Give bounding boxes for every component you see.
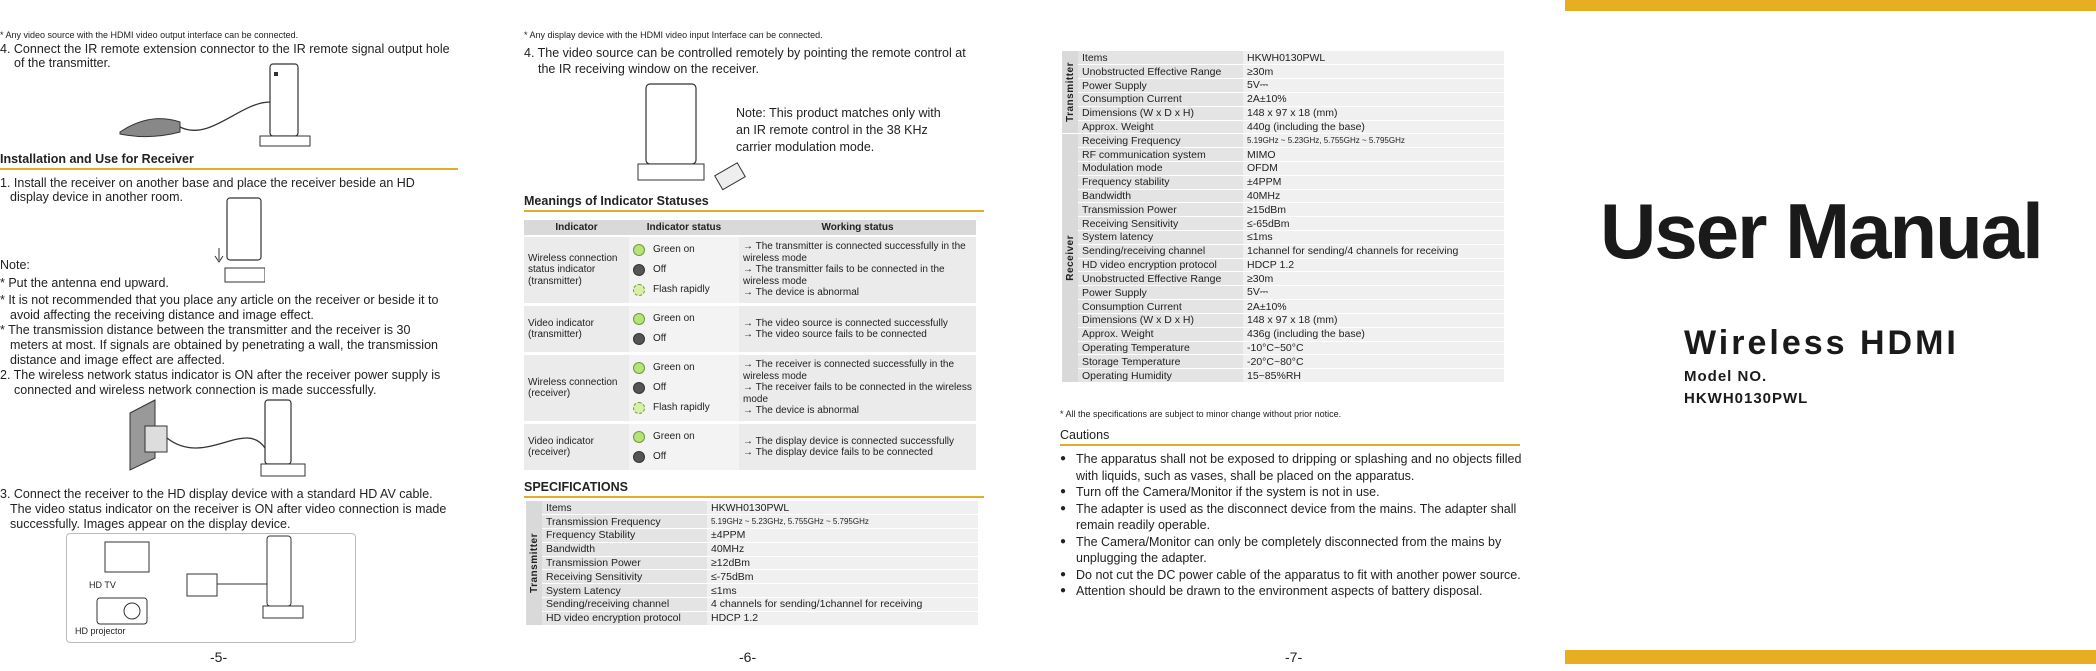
spec-value: ±4PPM (1243, 175, 1504, 189)
led-off-icon (633, 451, 645, 463)
page5-heading: Installation and Use for Receiver (0, 152, 458, 170)
spec-row (1062, 203, 1504, 217)
indicator-row (524, 423, 976, 472)
ind-working: → The display device fails to be connected (743, 447, 933, 458)
led-green-icon (633, 313, 645, 325)
indicator-table (524, 220, 976, 473)
spec-row (526, 542, 978, 556)
led-off-icon (633, 333, 645, 345)
spec-row (1062, 369, 1504, 383)
spec-key: RF communication system (1078, 148, 1243, 162)
page-6 (524, 0, 1014, 671)
spec-value: OFDM (1243, 162, 1504, 176)
page6-note-c: carrier modulation mode. (736, 140, 875, 154)
page5-top-note: * Any video source with the HDMI video output interface can be connected. (0, 30, 299, 40)
spec-value: 40MHz (1243, 189, 1504, 203)
spec-key: Items (1078, 51, 1243, 65)
page5-step1: 1. Install the receiver on another base and place the receiver beside an HD (0, 176, 415, 190)
spec-value: 5.19GHz ~ 5.23GHz, 5.755GHz ~ 5.795GHz (707, 515, 978, 529)
label-hd-tv: HD TV (89, 580, 116, 590)
spec-value: 148 x 97 x 18 (mm) (1243, 106, 1504, 120)
spec-value: 148 x 97 x 18 (mm) (1243, 314, 1504, 328)
led-green-icon (633, 244, 645, 256)
ind-working: → The device is abnormal (743, 287, 859, 299)
spec-value: -10°C~50°C (1243, 341, 1504, 355)
spec-value: -20°C~80°C (1243, 355, 1504, 369)
spec-value: 40MHz (707, 542, 978, 556)
spec-key: Approx. Weight (1078, 327, 1243, 341)
page5-step1b: display device in another room. (10, 190, 184, 204)
spec-value: 5V⎓ (1243, 286, 1504, 300)
led-off-icon (633, 264, 645, 276)
transmitter-ir-illustration (100, 62, 320, 152)
spec-row (1062, 93, 1504, 107)
spec-row (1062, 175, 1504, 189)
led-flash-icon (633, 284, 645, 296)
ind-working: → The device is abnormal (743, 405, 859, 417)
spec-key: Power Supply (1078, 286, 1243, 300)
indicator-row (524, 305, 976, 354)
ind-name: Wireless connection status indicator (transmitter) (524, 236, 629, 305)
led-off-icon (633, 382, 645, 394)
page-7 (1060, 0, 1540, 671)
page6-step4b: the IR receiving window on the receiver. (538, 62, 759, 76)
spec-row (526, 556, 978, 570)
ind-working: → The video source fails to be connected (743, 329, 927, 340)
spec-value: HKWH0130PWL (707, 501, 978, 515)
spec-key: Unobstructed Effective Range (1078, 272, 1243, 286)
spec-value: ≤1ms (707, 584, 978, 598)
page6-top-note: * Any display device with the HDMI video input Interface can be connected. (524, 30, 823, 40)
spec-key: System Latency (542, 584, 707, 598)
ind-status: Green on (653, 362, 695, 374)
ind-header-working: Working status (739, 220, 976, 236)
spec-row (1062, 314, 1504, 328)
led-green-icon (633, 431, 645, 443)
caution-item: ● Turn off the Camera/Monitor if the system is not in use. (1060, 484, 1532, 501)
ind-working: → The transmitter fails to be connected in the wireless mode (743, 264, 945, 287)
cover-product: Wireless HDMI (1684, 324, 1959, 362)
spec-row (526, 501, 978, 515)
indicator-row (524, 354, 976, 423)
spec-value: ≤-65dBm (1243, 217, 1504, 231)
ind-name: Video indicator (receiver) (524, 423, 629, 472)
page5-step4: 4. Connect the IR remote extension connector to the IR remote signal output hole (0, 42, 450, 56)
spec-key: System latency (1078, 231, 1243, 245)
receiver-illustration (205, 196, 265, 288)
ind-working: → The receiver fails to be connected in the wireless mode (743, 382, 972, 405)
page5-step3c: successfully. Images appear on the display device. (10, 517, 291, 531)
led-green-icon (633, 362, 645, 374)
ind-status: Off (653, 382, 667, 394)
ind-status: Off (653, 333, 667, 345)
spec-value: HDCP 1.2 (1243, 258, 1504, 272)
spec-group-label: Transmitter (526, 501, 542, 625)
cover-title: User Manual (1600, 187, 2042, 275)
ind-working: → The display device is connected successfully (743, 435, 955, 447)
ind-working: → The transmitter is connected successfully in the wireless mode (743, 241, 966, 264)
spec-value: 436g (including the base) (1243, 327, 1504, 341)
spec-key: Unobstructed Effective Range (1078, 65, 1243, 79)
spec-value: 5V⎓ (1243, 79, 1504, 93)
spec-key: Power Supply (1078, 79, 1243, 93)
ind-header-indicator: Indicator (524, 220, 629, 236)
note-2b: avoid affecting the receiving distance and image effect. (10, 308, 314, 322)
spec-row (1062, 51, 1504, 65)
note-3c: distance and image effect are affected. (10, 353, 225, 367)
caution-item: ● The apparatus shall not be exposed to dripping or splashing and no objects filled with liquids, such as vases, shall be placed on the apparatus. (1060, 451, 1532, 484)
spec-key: Bandwidth (542, 542, 707, 556)
spec-row (1062, 217, 1504, 231)
spec-row (1062, 244, 1504, 258)
page5-step2: 2. The wireless network status indicator is ON after the receiver power supply is (0, 368, 441, 382)
spec-table-page7 (1062, 51, 1504, 383)
spec-key: Bandwidth (1078, 189, 1243, 203)
spec-heading: SPECIFICATIONS (524, 480, 984, 498)
page6-note-a: Note: This product matches only with (736, 106, 941, 120)
indicator-row (524, 236, 976, 305)
spec-value: 4 channels for sending/1channel for receiving (707, 598, 978, 612)
caution-item: ● Attention should be drawn to the environment aspects of battery disposal. (1060, 583, 1532, 600)
spec-value: HDCP 1.2 (707, 611, 978, 625)
page5-step4b: of the transmitter. (14, 56, 111, 70)
caution-item: ● The Camera/Monitor can only be completely disconnected from the mains by unplugging the adapter. (1060, 534, 1532, 567)
cover-model: HKWH0130PWL (1684, 390, 1809, 407)
spec-row (526, 529, 978, 543)
note-1: * Put the antenna end upward. (0, 276, 169, 290)
ind-status: Flash rapidly (653, 284, 710, 296)
ind-header-status: Indicator status (629, 220, 739, 236)
spec-group-label: Receiver (1062, 134, 1078, 383)
spec-value: ±4PPM (707, 529, 978, 543)
spec-table-page6 (526, 501, 978, 626)
ind-name: Wireless connection (receiver) (524, 354, 629, 423)
spec-key: Receiving Frequency (1078, 134, 1243, 148)
spec-row (1062, 79, 1504, 93)
spec-value: 1channel for sending/4 channels for receiving (1243, 244, 1504, 258)
ind-status: Green on (653, 244, 695, 256)
spec-key: Modulation mode (1078, 162, 1243, 176)
spec-key: Receiving Sensitivity (1078, 217, 1243, 231)
page5-step2b: connected and wireless network connection is made successfully. (14, 383, 377, 397)
spec-row (1062, 189, 1504, 203)
spec-key: Transmission Power (1078, 203, 1243, 217)
cover-top-bar (1565, 0, 2096, 11)
spec-value: ≥12dBm (707, 556, 978, 570)
spec-row (1062, 327, 1504, 341)
page5-step3b: The video status indicator on the receiver is ON after video connection is made (10, 502, 447, 516)
page5-step3: 3. Connect the receiver to the HD display device with a standard HD AV cable. (0, 487, 433, 501)
spec-row (1062, 120, 1504, 134)
caution-item: ● The adapter is used as the disconnect device from the mains. The adapter shall remain readily operable. (1060, 501, 1532, 534)
spec-key: Dimensions (W x D x H) (1078, 314, 1243, 328)
ind-status: Flash rapidly (653, 402, 710, 414)
spec-row (1062, 231, 1504, 245)
spec-value: 2A±10% (1243, 93, 1504, 107)
ind-status: Green on (653, 313, 695, 325)
ind-working: → The receiver is connected successfully in the wireless mode (743, 359, 955, 382)
spec-row (1062, 148, 1504, 162)
spec-value: 440g (including the base) (1243, 120, 1504, 134)
ind-status: Off (653, 451, 667, 463)
label-hd-projector: HD projector (75, 626, 126, 636)
cautions-heading: Cautions (1060, 428, 1520, 446)
spec-change-note: * All the specifications are subject to minor change without prior notice. (1060, 409, 1342, 419)
spec-row (526, 515, 978, 529)
spec-row (1062, 286, 1504, 300)
spec-row (1062, 258, 1504, 272)
spec-row (1062, 355, 1504, 369)
ind-working: → The video source is connected successfully (743, 317, 948, 329)
spec-value: 5.19GHz ~ 5.23GHz, 5.755GHz ~ 5.795GHz (1243, 134, 1504, 148)
spec-key: Approx. Weight (1078, 120, 1243, 134)
note-2: * It is not recommended that you place any article on the receiver or beside it to (0, 293, 439, 307)
spec-key: Sending/receiving channel (542, 598, 707, 612)
spec-key: Items (542, 501, 707, 515)
page-5 (0, 0, 500, 671)
page6-note-b: an IR remote control in the 38 KHz (736, 123, 928, 137)
spec-key: Frequency Stability (542, 529, 707, 543)
spec-key: Receiving Sensitivity (542, 570, 707, 584)
page6-step4: 4. The video source can be controlled remotely by pointing the remote control at (524, 46, 966, 60)
spec-key: Dimensions (W x D x H) (1078, 106, 1243, 120)
display-devices-illustration (66, 533, 356, 643)
page-number-7: -7- (1285, 649, 1303, 665)
spec-row (1062, 300, 1504, 314)
spec-value: MIMO (1243, 148, 1504, 162)
page-number-6: -6- (739, 649, 757, 665)
cautions-list (1060, 451, 1532, 600)
spec-value: ≥30m (1243, 65, 1504, 79)
spec-value: 2A±10% (1243, 300, 1504, 314)
spec-row (1062, 106, 1504, 120)
note-3b: meters at most. If signals are obtained by penetrating a wall, the transmission (10, 338, 438, 352)
spec-row (1062, 341, 1504, 355)
note-label: Note: (0, 258, 30, 272)
spec-key: Consumption Current (1078, 300, 1243, 314)
page-number-5: -5- (210, 649, 228, 665)
spec-value: ≥30m (1243, 272, 1504, 286)
cover-bottom-bar (1565, 650, 2096, 664)
spec-row (526, 584, 978, 598)
spec-row (526, 598, 978, 612)
spec-key: Storage Temperature (1078, 355, 1243, 369)
ind-name: Video indicator (transmitter) (524, 305, 629, 354)
spec-group-label: Transmitter (1062, 51, 1078, 134)
spec-value: 15~85%RH (1243, 369, 1504, 383)
power-adapter-illustration (125, 398, 325, 483)
note-3: * The transmission distance between the transmitter and the receiver is 30 (0, 323, 411, 337)
spec-value: ≥15dBm (1243, 203, 1504, 217)
indicator-heading: Meanings of Indicator Statuses (524, 194, 984, 212)
spec-key: Transmission Frequency (542, 515, 707, 529)
spec-row (1062, 134, 1504, 148)
spec-key: Frequency stability (1078, 175, 1243, 189)
spec-row (526, 570, 978, 584)
spec-row (1062, 272, 1504, 286)
cover-model-label: Model NO. (1684, 368, 1768, 385)
spec-key: Consumption Current (1078, 93, 1243, 107)
spec-key: Operating Temperature (1078, 341, 1243, 355)
spec-row (526, 611, 978, 625)
spec-key: Operating Humidity (1078, 369, 1243, 383)
spec-key: HD video encryption protocol (1078, 258, 1243, 272)
spec-row (1062, 162, 1504, 176)
spec-key: Sending/receiving channel (1078, 244, 1243, 258)
ind-status: Off (653, 264, 667, 276)
spec-key: Transmission Power (542, 556, 707, 570)
spec-value: ≤-75dBm (707, 570, 978, 584)
caution-item: ● Do not cut the DC power cable of the apparatus to fit with another power source. (1060, 567, 1532, 584)
led-flash-icon (633, 402, 645, 414)
spec-row (1062, 65, 1504, 79)
spec-key: HD video encryption protocol (542, 611, 707, 625)
spec-value: ≤1ms (1243, 231, 1504, 245)
ind-status: Green on (653, 431, 695, 443)
spec-value: HKWH0130PWL (1243, 51, 1504, 65)
